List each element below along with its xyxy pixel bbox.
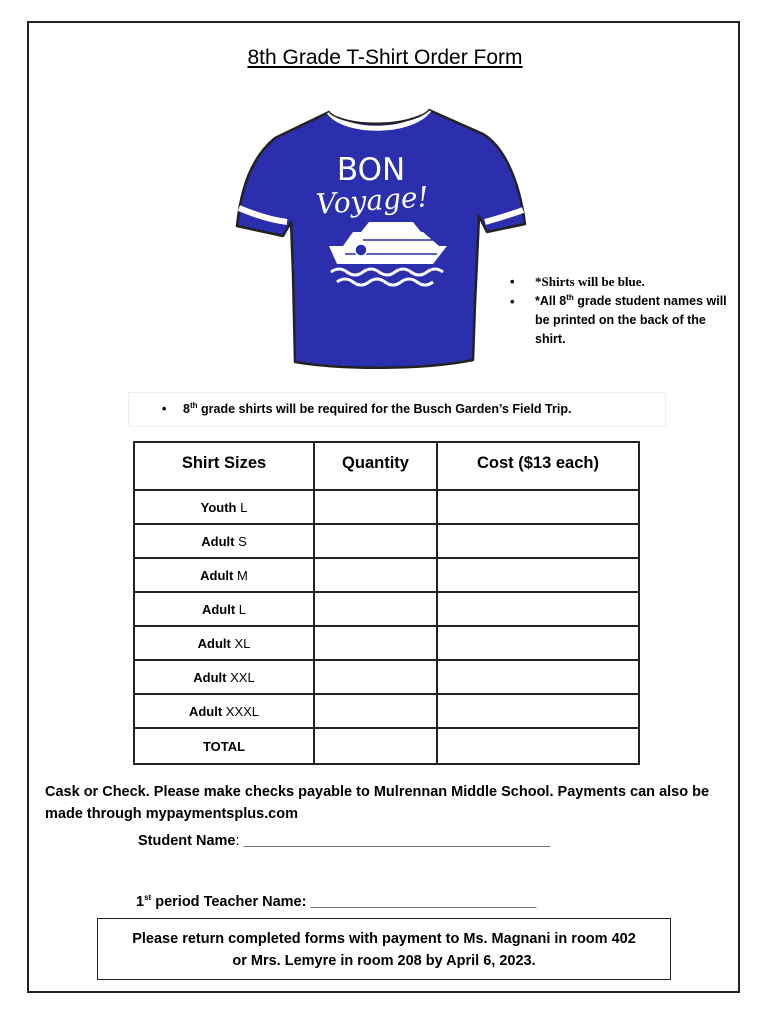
quantity-cell[interactable] xyxy=(314,558,437,592)
header-cost: Cost ($13 each) xyxy=(437,442,639,490)
size-adult-xl: Adult XL xyxy=(134,626,314,660)
page-title: 8th Grade T-Shirt Order Form xyxy=(247,46,523,69)
table-row xyxy=(134,660,639,694)
header-quantity: Quantity xyxy=(314,442,437,490)
cost-cell[interactable] xyxy=(437,558,639,592)
student-name-line: Student Name: ______________________________________ xyxy=(138,833,551,849)
table-row xyxy=(134,694,639,728)
cost-cell[interactable] xyxy=(437,626,639,660)
note-blue: • *Shirts will be blue. xyxy=(507,272,727,292)
payment-instructions: Cask or Check. Please make checks payable to Mulrennan Middle School. Payments can also be made through mypaymentsplus.com xyxy=(45,784,710,822)
note-names: • *All 8th grade student names will be printed on the back of the shirt. xyxy=(507,292,727,349)
tshirt-illustration xyxy=(233,98,527,374)
cost-cell[interactable] xyxy=(437,660,639,694)
size-youth-l: Youth L xyxy=(134,490,314,524)
order-table xyxy=(133,441,640,765)
total-label: TOTAL xyxy=(134,728,314,764)
return-instructions-box xyxy=(97,918,671,980)
size-adult-l: Adult L xyxy=(134,592,314,626)
cost-cell[interactable] xyxy=(437,490,639,524)
table-row xyxy=(134,626,639,660)
quantity-cell[interactable] xyxy=(314,694,437,728)
quantity-cell[interactable] xyxy=(314,660,437,694)
table-row xyxy=(134,524,639,558)
size-adult-m: Adult M xyxy=(134,558,314,592)
return-line-2: or Mrs. Lemyre in room 208 by April 6, 2023. xyxy=(232,953,536,969)
student-name-blank[interactable]: ______________________________________ xyxy=(243,833,551,849)
shirt-notes xyxy=(507,272,727,349)
quantity-cell[interactable] xyxy=(314,626,437,660)
table-header-row xyxy=(134,442,639,490)
table-row xyxy=(134,592,639,626)
return-line-1: Please return completed forms with payment to Ms. Magnani in room 402 xyxy=(132,931,636,947)
header-shirt-sizes: Shirt Sizes xyxy=(134,442,314,490)
shirt-text-voyage: Voyage! xyxy=(314,180,430,221)
quantity-cell[interactable] xyxy=(314,490,437,524)
quantity-cell[interactable] xyxy=(314,592,437,626)
size-adult-s: Adult S xyxy=(134,524,314,558)
cost-cell[interactable] xyxy=(437,694,639,728)
total-row xyxy=(134,728,639,764)
size-adult-xxl: Adult XXL xyxy=(134,660,314,694)
size-adult-xxxl: Adult XXXL xyxy=(134,694,314,728)
table-row xyxy=(134,490,639,524)
table-row xyxy=(134,558,639,592)
teacher-name-label: period Teacher Name: xyxy=(151,894,307,910)
teacher-name-blank[interactable]: ____________________________ xyxy=(310,894,537,910)
cost-cell[interactable] xyxy=(437,592,639,626)
shirt-text-bon: BON xyxy=(336,152,406,188)
cost-cell[interactable] xyxy=(437,524,639,558)
quantity-cell[interactable] xyxy=(314,524,437,558)
total-cost-cell[interactable] xyxy=(437,728,639,764)
teacher-name-line: 1st period Teacher Name: ____________________________ xyxy=(136,893,537,910)
total-quantity-cell[interactable] xyxy=(314,728,437,764)
student-name-label: Student Name xyxy=(138,833,236,849)
field-trip-requirement: • 8th grade shirts will be required for the Busch Garden’s Field Trip. xyxy=(128,392,666,427)
